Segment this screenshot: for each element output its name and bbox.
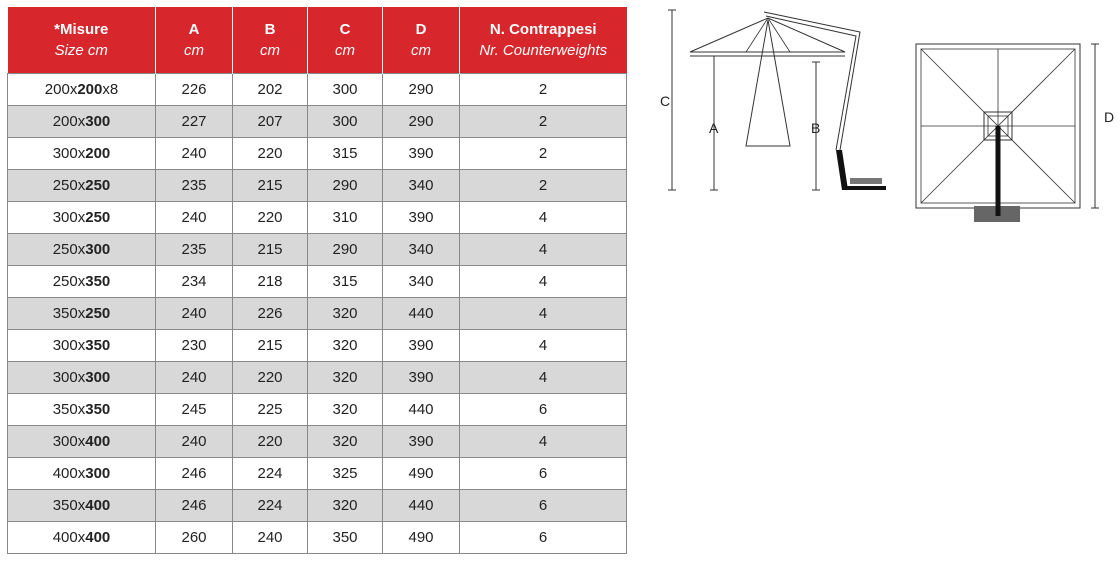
cell-b: 220 bbox=[233, 362, 308, 394]
cell-counterweights: 6 bbox=[460, 394, 627, 426]
cell-c: 320 bbox=[308, 490, 383, 522]
header-size: *Misure Size cm bbox=[8, 7, 156, 74]
cell-d: 440 bbox=[383, 394, 460, 426]
label-c: C bbox=[660, 93, 671, 109]
table-row bbox=[8, 234, 627, 266]
cell-size: 250x300 bbox=[8, 234, 156, 266]
cell-d: 390 bbox=[383, 330, 460, 362]
table-body bbox=[8, 74, 627, 554]
cell-d: 290 bbox=[383, 74, 460, 106]
cell-c: 320 bbox=[308, 426, 383, 458]
cell-c: 320 bbox=[308, 362, 383, 394]
cell-d: 390 bbox=[383, 138, 460, 170]
cell-size: 200x200x8 bbox=[8, 74, 156, 106]
table-row bbox=[8, 426, 627, 458]
cell-b: 224 bbox=[233, 458, 308, 490]
cell-b: 215 bbox=[233, 234, 308, 266]
cell-b: 220 bbox=[233, 202, 308, 234]
cell-c: 320 bbox=[308, 330, 383, 362]
counterweight bbox=[850, 178, 882, 184]
label-d: D bbox=[1104, 109, 1115, 125]
cell-d: 340 bbox=[383, 234, 460, 266]
header-counterweights: N. Contrappesi Nr. Counterweights bbox=[460, 7, 627, 74]
cell-a: 240 bbox=[156, 362, 233, 394]
cell-a: 246 bbox=[156, 458, 233, 490]
cell-d: 290 bbox=[383, 106, 460, 138]
label-a: A bbox=[709, 120, 719, 136]
table-row bbox=[8, 138, 627, 170]
umbrella-top-view-diagram bbox=[912, 30, 1118, 220]
cell-d: 440 bbox=[383, 298, 460, 330]
cell-c: 290 bbox=[308, 234, 383, 266]
label-b: B bbox=[811, 120, 821, 136]
cell-a: 230 bbox=[156, 330, 233, 362]
cell-counterweights: 4 bbox=[460, 426, 627, 458]
cell-size: 350x400 bbox=[8, 490, 156, 522]
table-row bbox=[8, 202, 627, 234]
cell-d: 340 bbox=[383, 266, 460, 298]
cell-counterweights: 4 bbox=[460, 298, 627, 330]
cell-size: 400x400 bbox=[8, 522, 156, 554]
cell-size: 300x200 bbox=[8, 138, 156, 170]
cell-counterweights: 2 bbox=[460, 138, 627, 170]
table-row bbox=[8, 74, 627, 106]
canopy-drape bbox=[746, 20, 790, 146]
cell-d: 390 bbox=[383, 202, 460, 234]
cell-b: 224 bbox=[233, 490, 308, 522]
cell-counterweights: 4 bbox=[460, 362, 627, 394]
cell-c: 315 bbox=[308, 266, 383, 298]
cell-b: 215 bbox=[233, 330, 308, 362]
cell-a: 245 bbox=[156, 394, 233, 426]
dimensions-table bbox=[7, 7, 627, 554]
table-row bbox=[8, 458, 627, 490]
cell-a: 246 bbox=[156, 490, 233, 522]
cell-d: 440 bbox=[383, 490, 460, 522]
cell-size: 200x300 bbox=[8, 106, 156, 138]
table-row bbox=[8, 298, 627, 330]
cell-d: 390 bbox=[383, 362, 460, 394]
cell-b: 215 bbox=[233, 170, 308, 202]
table-row bbox=[8, 394, 627, 426]
header-b: B cm bbox=[233, 7, 308, 74]
cell-size: 300x350 bbox=[8, 330, 156, 362]
table-row bbox=[8, 106, 627, 138]
cell-size: 300x250 bbox=[8, 202, 156, 234]
header-c: C cm bbox=[308, 7, 383, 74]
cell-b: 225 bbox=[233, 394, 308, 426]
cell-counterweights: 6 bbox=[460, 458, 627, 490]
table-row bbox=[8, 330, 627, 362]
cell-b: 220 bbox=[233, 426, 308, 458]
cell-counterweights: 6 bbox=[460, 490, 627, 522]
table-row bbox=[8, 490, 627, 522]
table-row bbox=[8, 362, 627, 394]
cell-counterweights: 4 bbox=[460, 202, 627, 234]
umbrella-base bbox=[842, 186, 886, 190]
cell-counterweights: 6 bbox=[460, 522, 627, 554]
cell-a: 227 bbox=[156, 106, 233, 138]
cell-c: 300 bbox=[308, 106, 383, 138]
cell-counterweights: 2 bbox=[460, 106, 627, 138]
cell-a: 240 bbox=[156, 138, 233, 170]
cell-d: 490 bbox=[383, 522, 460, 554]
cell-b: 240 bbox=[233, 522, 308, 554]
table-row bbox=[8, 266, 627, 298]
table-header-row bbox=[8, 7, 627, 74]
cell-b: 202 bbox=[233, 74, 308, 106]
header-a: A cm bbox=[156, 7, 233, 74]
cell-counterweights: 2 bbox=[460, 170, 627, 202]
cell-size: 400x300 bbox=[8, 458, 156, 490]
cell-b: 220 bbox=[233, 138, 308, 170]
cell-c: 320 bbox=[308, 298, 383, 330]
cell-c: 310 bbox=[308, 202, 383, 234]
umbrella-side-view-diagram bbox=[660, 4, 892, 222]
cell-a: 235 bbox=[156, 170, 233, 202]
cell-size: 250x350 bbox=[8, 266, 156, 298]
header-d: D cm bbox=[383, 7, 460, 74]
cell-counterweights: 4 bbox=[460, 266, 627, 298]
cell-b: 207 bbox=[233, 106, 308, 138]
cell-size: 300x400 bbox=[8, 426, 156, 458]
cell-a: 235 bbox=[156, 234, 233, 266]
cell-size: 250x250 bbox=[8, 170, 156, 202]
cell-b: 218 bbox=[233, 266, 308, 298]
cell-d: 490 bbox=[383, 458, 460, 490]
cell-c: 350 bbox=[308, 522, 383, 554]
cell-size: 300x300 bbox=[8, 362, 156, 394]
cell-counterweights: 4 bbox=[460, 234, 627, 266]
cell-size: 350x250 bbox=[8, 298, 156, 330]
table-row bbox=[8, 170, 627, 202]
cell-c: 315 bbox=[308, 138, 383, 170]
cell-counterweights: 2 bbox=[460, 74, 627, 106]
cell-c: 320 bbox=[308, 394, 383, 426]
cell-size: 350x350 bbox=[8, 394, 156, 426]
cell-a: 234 bbox=[156, 266, 233, 298]
cell-a: 260 bbox=[156, 522, 233, 554]
umbrella-pole bbox=[836, 150, 848, 190]
cell-d: 390 bbox=[383, 426, 460, 458]
cell-a: 240 bbox=[156, 202, 233, 234]
cell-a: 240 bbox=[156, 298, 233, 330]
cell-c: 325 bbox=[308, 458, 383, 490]
cell-b: 226 bbox=[233, 298, 308, 330]
table-row bbox=[8, 522, 627, 554]
cell-a: 240 bbox=[156, 426, 233, 458]
cell-d: 340 bbox=[383, 170, 460, 202]
cell-c: 300 bbox=[308, 74, 383, 106]
cell-c: 290 bbox=[308, 170, 383, 202]
cell-counterweights: 4 bbox=[460, 330, 627, 362]
cell-a: 226 bbox=[156, 74, 233, 106]
